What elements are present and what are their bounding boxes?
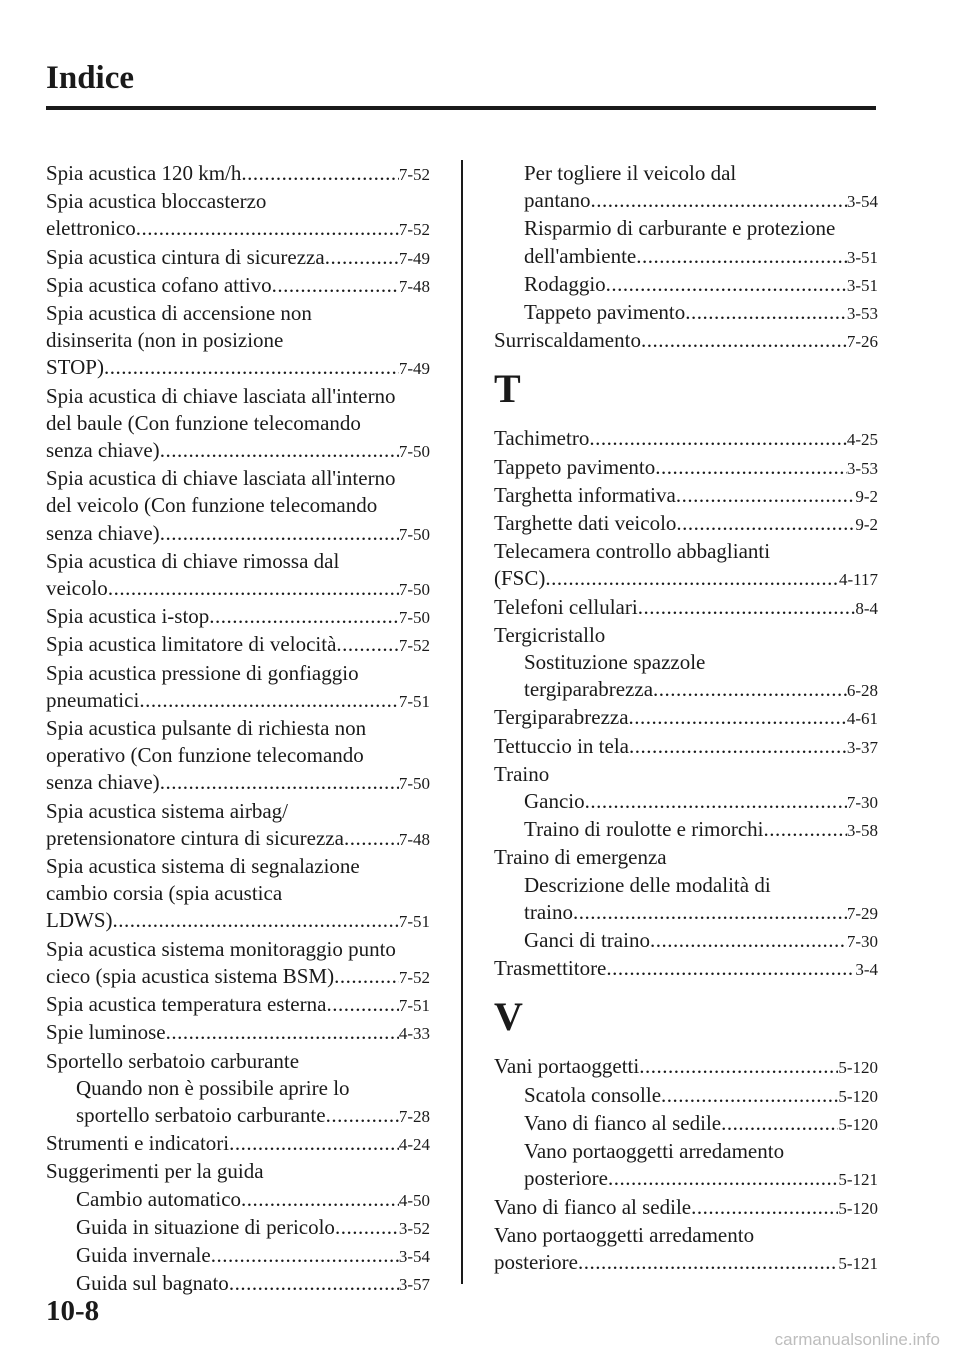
index-entry <box>46 244 430 272</box>
page-reference: 7-49 <box>398 359 430 379</box>
entry-text: Suggerimenti per la guida <box>46 1159 264 1184</box>
index-entry <box>494 761 878 788</box>
entry-text: Spie luminose <box>46 1020 166 1045</box>
dot-leader <box>104 354 399 381</box>
index-entry <box>46 1048 430 1075</box>
dot-leader <box>641 327 847 354</box>
entry-text: Telefoni cellulari <box>494 594 638 619</box>
dot-leader <box>229 1270 399 1297</box>
index-subentry <box>494 160 878 215</box>
page-reference: 7-30 <box>846 793 878 813</box>
entry-text: Tettuccio in tela <box>494 733 629 758</box>
index-subentry <box>46 1214 430 1242</box>
index-subentry <box>46 1186 430 1214</box>
dot-leader <box>721 1110 838 1137</box>
page-reference: 3-37 <box>846 737 878 757</box>
page-reference: 7-50 <box>398 580 430 600</box>
entry-text: del veicolo (Con funzione telecomando <box>46 493 378 518</box>
entry-text: veicolo <box>46 576 108 601</box>
page-reference: 3-51 <box>846 275 878 295</box>
page-reference: 7-50 <box>398 774 430 794</box>
dot-leader <box>691 1194 838 1221</box>
entry-text: Spia acustica di accensione non <box>46 301 312 326</box>
index-subentry <box>494 299 878 327</box>
index-column-left <box>46 160 430 1298</box>
header-rule <box>46 106 876 110</box>
index-subentry <box>494 816 878 844</box>
entry-text: Vano portaoggetti arredamento <box>494 1222 755 1247</box>
entry-text: Spia acustica sistema airbag/ <box>46 798 289 823</box>
entry-text: Vano di fianco al sedile <box>494 1194 692 1219</box>
dot-leader <box>160 437 399 464</box>
dot-leader <box>241 160 398 187</box>
index-entry <box>494 425 878 453</box>
entry-text: Spia acustica di chiave lasciata all'interno <box>46 383 396 408</box>
entry-text: Descrizione delle modalità di <box>524 872 771 897</box>
index-entry <box>46 715 430 798</box>
page-reference: 7-52 <box>398 967 430 987</box>
entry-text: elettronico <box>46 216 136 241</box>
entry-text: Rodaggio <box>524 271 606 296</box>
dot-leader <box>211 1242 399 1269</box>
entry-text: Tachimetro <box>494 426 590 451</box>
index-entry <box>46 1019 430 1047</box>
index-entry <box>46 936 430 991</box>
dot-leader <box>639 1053 838 1080</box>
entry-text: Vani portaoggetti <box>494 1054 640 1079</box>
entry-text: Spia acustica cofano attivo <box>46 272 272 297</box>
entry-text: senza chiave) <box>46 520 160 545</box>
page-reference: 4-25 <box>846 430 878 450</box>
page-reference: 3-54 <box>398 1246 430 1266</box>
entry-text: del baule (Con funzione telecomando <box>46 410 361 435</box>
index-entry <box>494 1222 878 1277</box>
index-entry <box>46 603 430 631</box>
index-subentry <box>494 872 878 927</box>
dot-leader <box>606 955 855 982</box>
dot-leader <box>638 594 856 621</box>
dot-leader <box>578 1249 838 1276</box>
dot-leader <box>326 1102 399 1129</box>
dot-leader <box>344 825 399 852</box>
page-reference: 4-117 <box>838 570 878 590</box>
entry-text: Per togliere il veicolo dal <box>524 161 737 185</box>
index-column-right <box>494 160 878 1277</box>
index-entry <box>494 454 878 482</box>
index-entry <box>46 853 430 936</box>
entry-text: traino <box>524 899 573 924</box>
entry-text: pretensionatore cintura di sicurezza <box>46 825 344 850</box>
entry-text: LDWS) <box>46 908 113 933</box>
index-entry <box>46 991 430 1019</box>
page-reference: 7-48 <box>398 276 430 296</box>
page-reference: 5-121 <box>838 1170 878 1190</box>
page-reference: 8-4 <box>855 598 878 618</box>
entry-text: Spia acustica sistema di segnalazione <box>46 854 360 879</box>
page-reference: 7-52 <box>398 165 430 184</box>
index-entry <box>494 844 878 871</box>
index-entry <box>494 482 878 510</box>
page-reference: 5-121 <box>838 1253 878 1273</box>
index-entry <box>46 631 430 659</box>
entry-text: Spia acustica limitatore di velocità <box>46 632 337 657</box>
dot-leader <box>336 631 398 658</box>
page-reference: 3-51 <box>846 247 878 267</box>
dot-leader <box>590 187 846 214</box>
page-reference: 7-51 <box>398 996 430 1016</box>
dot-leader <box>229 1130 399 1157</box>
entry-text: Traino di roulotte e rimorchi <box>524 817 764 842</box>
entry-text: Guida invernale <box>76 1242 211 1267</box>
index-entry <box>494 538 878 593</box>
page-reference: 7-50 <box>398 524 430 544</box>
page-reference: 9-2 <box>855 486 878 506</box>
dot-leader <box>209 603 399 630</box>
page-reference: 7-26 <box>846 332 878 352</box>
dot-leader <box>608 1165 838 1192</box>
entry-text: pneumatici <box>46 687 140 712</box>
page-reference: 9-2 <box>855 515 878 535</box>
page-number: 10-8 <box>46 1295 100 1327</box>
page-reference: 7-48 <box>398 829 430 849</box>
dot-leader <box>676 482 856 509</box>
entry-text: Spia acustica pressione di gonfiaggio <box>46 660 359 685</box>
entry-text: Spia acustica cintura di sicurezza <box>46 244 325 269</box>
page-reference: 3-54 <box>846 192 878 212</box>
index-entry <box>494 594 878 622</box>
index-entry <box>494 622 878 649</box>
page-reference: 3-53 <box>846 458 878 478</box>
page-reference: 4-24 <box>398 1135 430 1155</box>
page-reference: 7-51 <box>398 912 430 932</box>
index-entry <box>494 955 878 983</box>
entry-text: Guida in situazione di pericolo <box>76 1214 335 1239</box>
page-reference: 3-52 <box>398 1218 430 1238</box>
dot-leader <box>325 244 399 271</box>
entry-text: Scatola consolle <box>524 1082 662 1107</box>
entry-text: Targhette dati veicolo <box>494 511 677 536</box>
entry-text: tergiparabrezza <box>524 677 654 702</box>
page-reference: 7-52 <box>398 636 430 656</box>
entry-text: Strumenti e indicatori <box>46 1131 230 1156</box>
dot-leader <box>629 733 847 760</box>
entry-text: Trasmettitore <box>494 956 607 981</box>
entry-text: Targhetta informativa <box>494 482 676 507</box>
entry-text: Tappeto pavimento <box>524 300 686 325</box>
page-reference: 5-120 <box>838 1198 878 1218</box>
dot-leader <box>166 1019 399 1046</box>
dot-leader <box>661 1082 838 1109</box>
entry-text: Guida sul bagnato <box>76 1271 229 1296</box>
entry-text: posteriore <box>494 1249 578 1274</box>
index-entry <box>46 188 430 243</box>
dot-leader <box>764 816 847 843</box>
page-reference: 7-50 <box>398 608 430 628</box>
index-entry <box>46 548 430 603</box>
entry-text: Vano portaoggetti arredamento <box>524 1139 785 1164</box>
entry-text: Spia acustica di chiave lasciata all'interno <box>46 466 396 491</box>
page-reference: 7-49 <box>398 248 430 268</box>
index-entry <box>494 327 878 355</box>
page-reference: 7-29 <box>846 903 878 923</box>
entry-text: Tergiparabrezza <box>494 705 629 730</box>
index-entry <box>494 1194 878 1222</box>
dot-leader <box>636 243 847 270</box>
page-reference: 7-30 <box>846 932 878 952</box>
dot-leader <box>606 271 847 298</box>
page-reference: 7-51 <box>398 691 430 711</box>
entry-text: Traino <box>494 761 550 786</box>
dot-leader <box>629 704 847 731</box>
entry-text: cambio corsia (spia acustica <box>46 881 283 906</box>
index-subentry <box>494 1138 878 1193</box>
index-subentry <box>46 1270 430 1298</box>
entry-text: Tappeto pavimento <box>494 454 656 479</box>
page-reference: 3-53 <box>846 304 878 324</box>
index-entry <box>494 704 878 732</box>
dot-leader <box>160 769 399 796</box>
index-subentry <box>494 215 878 270</box>
page-reference: 7-52 <box>398 220 430 240</box>
page-title: Indice <box>46 60 135 96</box>
dot-leader <box>241 1186 399 1213</box>
index-entry <box>494 733 878 761</box>
index-entry <box>46 660 430 715</box>
entry-text: Tergicristallo <box>494 622 606 647</box>
dot-leader <box>272 272 399 299</box>
entry-text: Spia acustica 120 km/h <box>46 161 242 185</box>
index-entry <box>494 1053 878 1081</box>
entry-text: Ganci di traino <box>524 928 650 953</box>
entry-text: senza chiave) <box>46 438 160 463</box>
index-entry <box>494 510 878 538</box>
index-entry <box>46 1158 430 1185</box>
index-entry <box>46 465 430 548</box>
page-reference: 5-120 <box>838 1114 878 1134</box>
index-subentry <box>494 788 878 816</box>
dot-leader <box>589 425 847 452</box>
dot-leader <box>160 520 399 547</box>
dot-leader <box>585 788 847 815</box>
page-reference: 4-50 <box>398 1190 430 1210</box>
dot-leader <box>653 676 847 703</box>
entry-text: Spia acustica pulsante di richiesta non <box>46 716 367 741</box>
entry-text: Quando non è possibile aprire lo <box>76 1075 350 1100</box>
entry-text: Surriscaldamento <box>494 328 641 353</box>
section-letter: V <box>494 994 523 1040</box>
page-reference: 4-61 <box>846 709 878 729</box>
entry-text: disinserita (non in posizione <box>46 328 284 353</box>
entry-text: pantano <box>524 188 591 213</box>
entry-text: posteriore <box>524 1166 608 1191</box>
page-reference: 3-57 <box>398 1275 430 1295</box>
dot-leader <box>676 510 855 537</box>
section-letter: T <box>494 366 521 412</box>
entry-text: Spia acustica di chiave rimossa dal <box>46 548 340 573</box>
index-subentry <box>494 271 878 299</box>
index-subentry <box>494 1082 878 1110</box>
dot-leader <box>136 215 399 242</box>
page-reference: 3-4 <box>855 960 878 980</box>
index-entry <box>46 160 430 188</box>
entry-text: Traino di emergenza <box>494 845 667 870</box>
page-reference: 7-28 <box>398 1106 430 1126</box>
entry-text: Spia acustica i-stop <box>46 604 210 629</box>
dot-leader <box>334 963 399 990</box>
entry-text: dell'ambiente <box>524 243 637 268</box>
index-subentry <box>494 927 878 955</box>
page-reference: 4-33 <box>398 1024 430 1044</box>
entry-text: Spia acustica sistema monitoraggio punto <box>46 936 396 961</box>
entry-text: Spia acustica bloccasterzo <box>46 189 267 214</box>
entry-text: sportello serbatoio carburante <box>76 1102 326 1127</box>
page-reference: 3-58 <box>846 821 878 841</box>
dot-leader <box>335 1214 399 1241</box>
dot-leader <box>655 454 847 481</box>
entry-text: Cambio automatico <box>76 1186 242 1211</box>
entry-text: Spia acustica temperatura esterna <box>46 992 327 1017</box>
dot-leader <box>113 907 399 934</box>
dot-leader <box>650 927 847 954</box>
column-divider <box>461 160 463 1284</box>
page-reference: 7-50 <box>398 442 430 462</box>
entry-text: Gancio <box>524 789 585 814</box>
index-subentry <box>46 1242 430 1270</box>
dot-leader <box>139 687 399 714</box>
dot-leader <box>326 991 398 1018</box>
entry-text: Telecamera controllo abbaglianti <box>494 539 771 564</box>
entry-text: Risparmio di carburante e protezione <box>524 216 836 241</box>
dot-leader <box>108 575 399 602</box>
dot-leader <box>573 899 847 926</box>
index-entry <box>46 1130 430 1158</box>
entry-text: cieco (spia acustica sistema BSM) <box>46 963 335 988</box>
watermark: carmanualsonline.info <box>774 1330 940 1349</box>
entry-text: Sportello serbatoio carburante <box>46 1048 300 1073</box>
index-entry <box>46 798 430 853</box>
entry-text: (FSC) <box>494 566 546 591</box>
entry-text: senza chiave) <box>46 770 160 795</box>
dot-leader <box>685 299 847 326</box>
page-reference: 5-120 <box>838 1086 878 1106</box>
index-entry <box>46 383 430 466</box>
entry-text: Vano di fianco al sedile <box>524 1110 722 1135</box>
page-reference: 6-28 <box>846 681 878 701</box>
index-subentry <box>46 1075 430 1130</box>
page-reference: 5-120 <box>838 1058 878 1078</box>
dot-leader <box>545 565 839 592</box>
entry-text: Sostituzione spazzole <box>524 650 706 675</box>
index-entry <box>46 272 430 300</box>
index-subentry <box>494 1110 878 1138</box>
index-entry <box>46 300 430 383</box>
entry-text: STOP) <box>46 355 104 380</box>
index-subentry <box>494 649 878 704</box>
entry-text: operativo (Con funzione telecomando <box>46 743 364 768</box>
